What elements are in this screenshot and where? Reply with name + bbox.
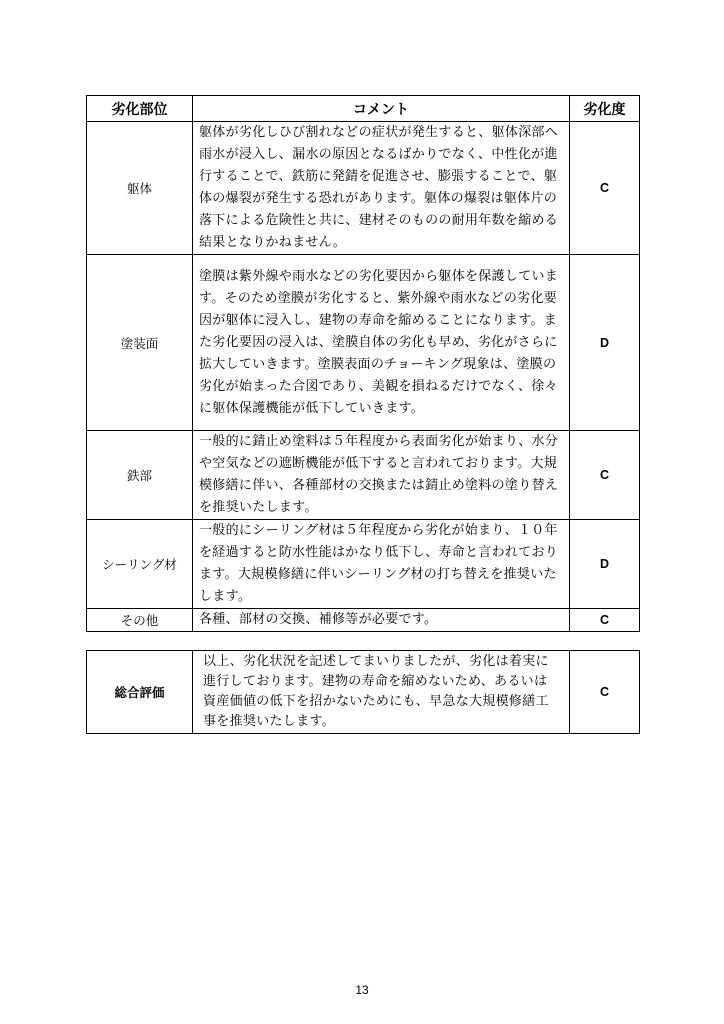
row-grade: C <box>570 609 640 632</box>
row-grade: C <box>570 431 640 520</box>
deterioration-table <box>86 95 640 632</box>
row-comment: 躯体が劣化しひび割れなどの症状が発生すると、躯体深部へ雨水が浸入し、漏水の原因となるばかりでなく、中性化が進行することで、鉄筋に発錆を促進させ、膨張することで、躯体の爆裂が発生する恐れがあります。躯体の爆裂は躯体片の落下による危険性と共に、建材そのものの耐用年数を縮める結果となりかねません。 <box>193 122 570 255</box>
row-comment: 一般的にシーリング材は５年程度から劣化が始まり、１０年を経過すると防水性能はかなり低下し、寿命と言われております。大規模修繕に伴いシーリング材の打ち替えを推奨いたします。 <box>193 520 570 609</box>
column-header-grade: 劣化度 <box>570 96 640 122</box>
row-grade: D <box>570 255 640 431</box>
table-row-structure <box>87 122 640 255</box>
row-comment: 各種、部材の交換、補修等が必要です。 <box>193 609 570 632</box>
summary-grade: C <box>570 651 640 734</box>
row-comment: 塗膜は紫外線や雨水などの劣化要因から躯体を保護しています。そのため塗膜が劣化すると、紫外線や雨水などの劣化要因が躯体に浸入し、建物の寿命を縮めることになります。また劣化要因の浸入は、塗膜自体の劣化も早め、劣化がさらに拡大していきます。塗膜表面のチョーキング現象は、塗膜の劣化が始まった合図であり、美観を損ねるだけでなく、徐々に躯体保護機能が低下していきます。 <box>193 255 570 431</box>
row-grade: D <box>570 520 640 609</box>
overall-evaluation-table <box>86 650 640 734</box>
summary-label: 総合評価 <box>87 651 193 734</box>
row-grade: C <box>570 122 640 255</box>
table-row-other <box>87 609 640 632</box>
row-comment: 一般的に錆止め塗料は５年程度から表面劣化が始まり、水分や空気などの遮断機能が低下すると言われております。大規模修繕に伴い、各種部材の交換または錆止め塗料の塗り替えを推奨いたします。 <box>193 431 570 520</box>
column-header-part: 劣化部位 <box>87 96 193 122</box>
summary-row <box>87 651 640 734</box>
table-row-steel <box>87 431 640 520</box>
row-part: 躯体 <box>87 122 193 255</box>
row-part: その他 <box>87 609 193 632</box>
row-part: 鉄部 <box>87 431 193 520</box>
summary-comment: 以上、劣化状況を記述してまいりましたが、劣化は着実に進行しております。建物の寿命を縮めないため、あるいは資産価値の低下を招かないためにも、早急な大規模修繕工事を推奨いたします。 <box>193 651 570 734</box>
row-part: シーリング材 <box>87 520 193 609</box>
table-header-row <box>87 96 640 122</box>
column-header-comment: コメント <box>193 96 570 122</box>
table-row-painted-surface <box>87 255 640 431</box>
page-number: 13 <box>355 983 369 997</box>
table-row-sealant <box>87 520 640 609</box>
row-part: 塗装面 <box>87 255 193 431</box>
